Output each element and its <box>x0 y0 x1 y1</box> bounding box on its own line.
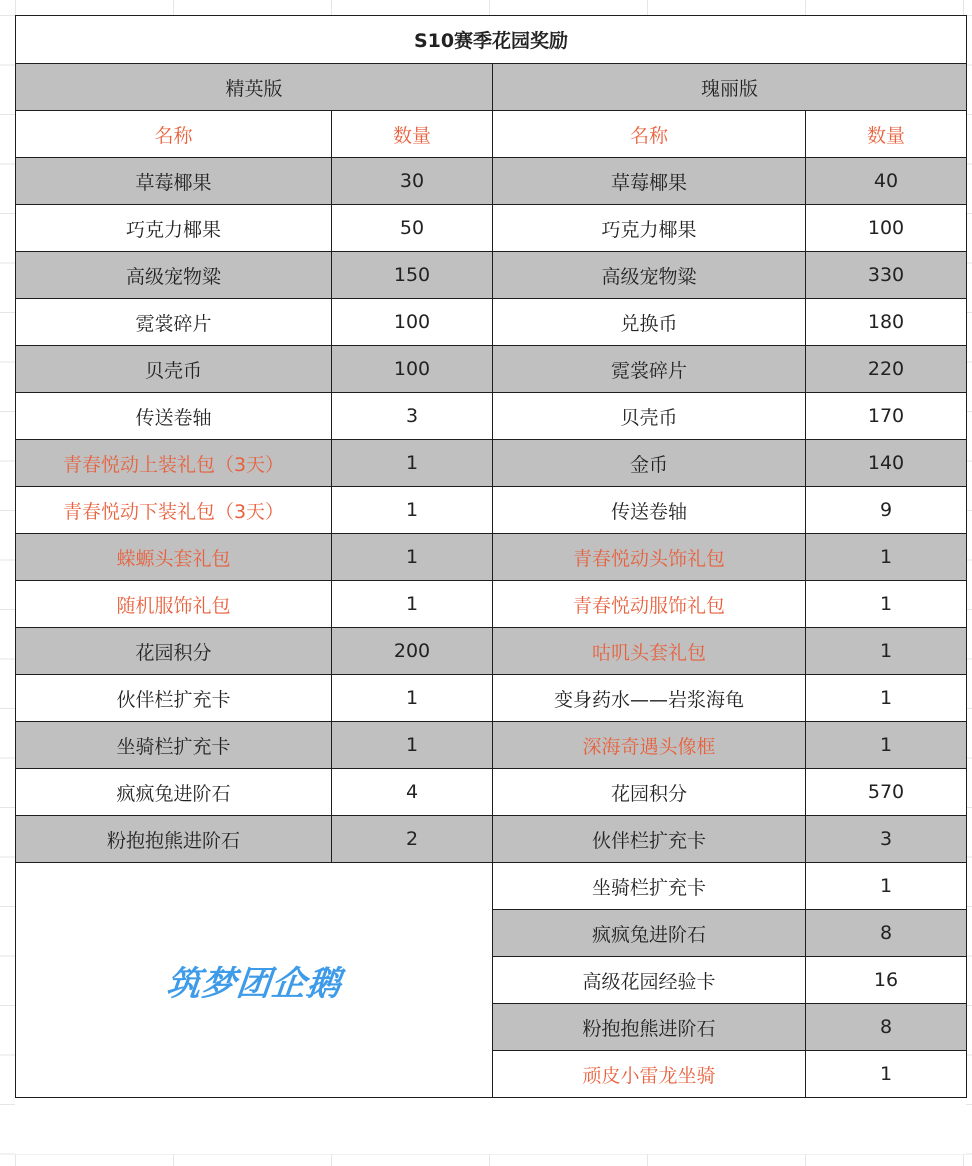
elite-item-qty: 4 <box>332 769 493 816</box>
deluxe-item-name: 顽皮小雷龙坐骑 <box>493 1051 806 1098</box>
table-row <box>16 299 967 346</box>
elite-item-name: 青春悦动上装礼包（3天） <box>16 440 332 487</box>
deluxe-item-name: 兑换币 <box>493 299 806 346</box>
deluxe-item-qty: 40 <box>806 158 967 205</box>
elite-item-qty: 50 <box>332 205 493 252</box>
table-row <box>16 252 967 299</box>
deluxe-item-name: 疯疯兔进阶石 <box>493 910 806 957</box>
deluxe-item-name: 花园积分 <box>493 769 806 816</box>
elite-name-header: 名称 <box>16 111 332 158</box>
table-row <box>16 769 967 816</box>
table-row <box>16 675 967 722</box>
edition-elite-header: 精英版 <box>16 64 493 111</box>
deluxe-item-qty: 100 <box>806 205 967 252</box>
deluxe-item-qty: 1 <box>806 675 967 722</box>
column-header-row <box>16 111 967 158</box>
elite-item-qty: 30 <box>332 158 493 205</box>
deluxe-item-qty: 1 <box>806 722 967 769</box>
deluxe-item-name: 贝壳币 <box>493 393 806 440</box>
edition-row <box>16 64 967 111</box>
deluxe-item-name: 变身药水——岩浆海龟 <box>493 675 806 722</box>
elite-item-name: 传送卷轴 <box>16 393 332 440</box>
elite-item-qty: 2 <box>332 816 493 863</box>
table-row <box>16 346 967 393</box>
deluxe-item-name: 草莓椰果 <box>493 158 806 205</box>
deluxe-name-header: 名称 <box>493 111 806 158</box>
elite-item-qty: 100 <box>332 299 493 346</box>
elite-item-qty: 1 <box>332 675 493 722</box>
table-row <box>16 440 967 487</box>
table-title: S10赛季花园奖励 <box>16 16 967 64</box>
deluxe-item-qty: 8 <box>806 1004 967 1051</box>
elite-item-qty: 100 <box>332 346 493 393</box>
elite-item-name: 疯疯兔进阶石 <box>16 769 332 816</box>
table-row <box>16 863 967 910</box>
table-row <box>16 581 967 628</box>
deluxe-item-qty: 16 <box>806 957 967 1004</box>
elite-item-qty: 1 <box>332 534 493 581</box>
deluxe-qty-header: 数量 <box>806 111 967 158</box>
deluxe-item-qty: 220 <box>806 346 967 393</box>
deluxe-item-qty: 1 <box>806 628 967 675</box>
rewards-sheet <box>15 15 966 1154</box>
deluxe-item-name: 高级宠物粱 <box>493 252 806 299</box>
watermark-text: 筑梦团企鹅 <box>164 963 344 1004</box>
deluxe-item-qty: 330 <box>806 252 967 299</box>
elite-item-qty: 1 <box>332 487 493 534</box>
table-row <box>16 487 967 534</box>
deluxe-item-qty: 1 <box>806 581 967 628</box>
edition-deluxe-header: 瑰丽版 <box>493 64 967 111</box>
table-row <box>16 205 967 252</box>
deluxe-item-qty: 570 <box>806 769 967 816</box>
title-row <box>16 16 967 64</box>
elite-item-qty: 1 <box>332 722 493 769</box>
deluxe-item-qty: 1 <box>806 863 967 910</box>
elite-item-name: 坐骑栏扩充卡 <box>16 722 332 769</box>
deluxe-item-qty: 1 <box>806 1051 967 1098</box>
elite-item-qty: 1 <box>332 440 493 487</box>
deluxe-item-name: 青春悦动服饰礼包 <box>493 581 806 628</box>
deluxe-item-name: 金币 <box>493 440 806 487</box>
elite-item-name: 花园积分 <box>16 628 332 675</box>
deluxe-item-name: 伙伴栏扩充卡 <box>493 816 806 863</box>
elite-item-name: 草莓椰果 <box>16 158 332 205</box>
deluxe-item-name: 高级花园经验卡 <box>493 957 806 1004</box>
elite-item-name: 巧克力椰果 <box>16 205 332 252</box>
elite-item-qty: 200 <box>332 628 493 675</box>
watermark-cell <box>16 863 493 1098</box>
elite-qty-header: 数量 <box>332 111 493 158</box>
elite-item-qty: 3 <box>332 393 493 440</box>
elite-item-name: 贝壳币 <box>16 346 332 393</box>
table-row <box>16 722 967 769</box>
elite-item-name: 蝾螈头套礼包 <box>16 534 332 581</box>
deluxe-item-name: 坐骑栏扩充卡 <box>493 863 806 910</box>
elite-item-name: 青春悦动下装礼包（3天） <box>16 487 332 534</box>
rewards-table <box>15 15 967 1098</box>
deluxe-item-name: 霓裳碎片 <box>493 346 806 393</box>
table-row <box>16 158 967 205</box>
elite-item-name: 霓裳碎片 <box>16 299 332 346</box>
deluxe-item-name: 粉抱抱熊进阶石 <box>493 1004 806 1051</box>
table-row <box>16 628 967 675</box>
deluxe-item-qty: 140 <box>806 440 967 487</box>
elite-item-name: 高级宠物粱 <box>16 252 332 299</box>
table-row <box>16 534 967 581</box>
deluxe-item-qty: 180 <box>806 299 967 346</box>
deluxe-item-qty: 1 <box>806 534 967 581</box>
deluxe-item-qty: 3 <box>806 816 967 863</box>
deluxe-item-qty: 170 <box>806 393 967 440</box>
table-row <box>16 393 967 440</box>
elite-item-name: 伙伴栏扩充卡 <box>16 675 332 722</box>
deluxe-item-name: 深海奇遇头像框 <box>493 722 806 769</box>
elite-item-qty: 1 <box>332 581 493 628</box>
deluxe-item-name: 青春悦动头饰礼包 <box>493 534 806 581</box>
deluxe-item-qty: 8 <box>806 910 967 957</box>
elite-item-name: 随机服饰礼包 <box>16 581 332 628</box>
deluxe-item-name: 传送卷轴 <box>493 487 806 534</box>
elite-item-qty: 150 <box>332 252 493 299</box>
deluxe-item-qty: 9 <box>806 487 967 534</box>
deluxe-item-name: 巧克力椰果 <box>493 205 806 252</box>
deluxe-item-name: 咕叽头套礼包 <box>493 628 806 675</box>
table-row <box>16 816 967 863</box>
elite-item-name: 粉抱抱熊进阶石 <box>16 816 332 863</box>
